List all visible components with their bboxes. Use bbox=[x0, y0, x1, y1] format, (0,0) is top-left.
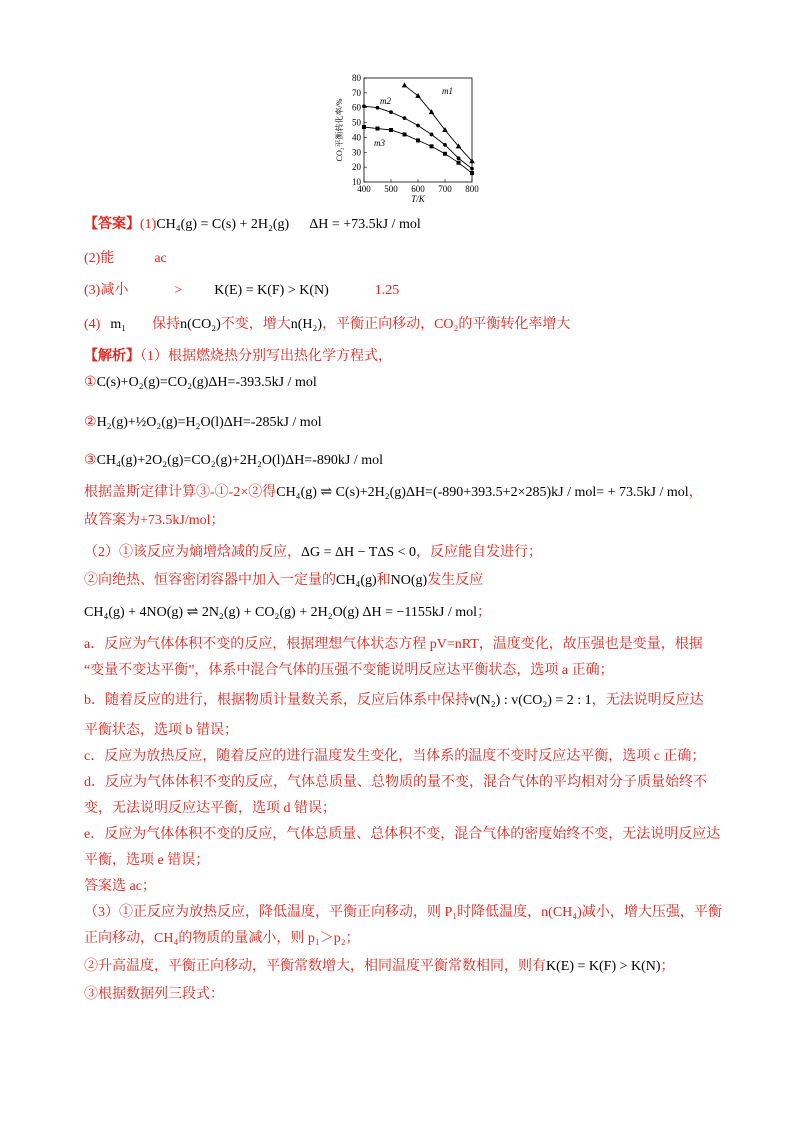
part-3-line-4: ③根据数据列三段式： bbox=[84, 987, 224, 1002]
x-tick-label: 600 bbox=[411, 184, 425, 194]
hess-answer-text: 故答案为+73.5kJ/mol； bbox=[84, 513, 225, 528]
y-tick-label: 60 bbox=[352, 102, 361, 113]
equation-1 bbox=[84, 372, 317, 394]
part-2-text-2: ，反应能自发进行； bbox=[416, 545, 543, 560]
option-e-1: e．反应为气体体积不变的反应，气体总质量、总体积不变，混合气体的密度始终不变，无法说明反应达 bbox=[84, 827, 721, 842]
part-3-line-2: 正向移动，CH₄的物质的量减小，则 p₁＞p₂； bbox=[84, 931, 360, 946]
answer-1-number: (1) bbox=[140, 217, 157, 232]
part-2-answer: 答案选 ac； bbox=[84, 879, 156, 894]
answer-4-text-2: 不变，增大 bbox=[220, 317, 291, 332]
option-d-2: 变，无法说明反应达平衡，选项 d 错误； bbox=[84, 801, 336, 816]
option-d-1: d．反应为气体体积不变的反应，气体总质量、总物质的量不变，混合气体的平均相对分子质量始终不 bbox=[84, 775, 707, 790]
equation-3 bbox=[84, 450, 383, 472]
part-2-reaction-equation: CH₄(g) + 4NO(g) ⇌ 2N₂(g) + CO₂(g) + 2H₂O(g) ΔH = −1155kJ / mol bbox=[84, 605, 478, 620]
series-m2-point bbox=[389, 110, 393, 114]
series-m3-point bbox=[389, 128, 393, 132]
option-c: c．反应为放热反应，随着反应的进行温度发生变化，当体系的温度不变时反应达平衡，选项 c 正确； bbox=[84, 749, 706, 764]
answer-2-number: (2)能 bbox=[84, 251, 115, 266]
series-m3-point bbox=[470, 171, 474, 175]
answer-line-1 bbox=[84, 214, 421, 236]
series-m3-line bbox=[364, 127, 472, 173]
option-b-ratio: v(N₂) : v(CO₂) = 2 : 1 bbox=[469, 693, 592, 708]
y-tick-label: 70 bbox=[352, 87, 361, 98]
y-axis-label: CO₂平衡转化率/% bbox=[335, 98, 344, 162]
part-2-text-1: （2）①该反应为熵增焓减的反应， bbox=[84, 545, 301, 560]
analysis-intro: （1）根据燃烧热分别写出热化学方程式， bbox=[140, 349, 392, 364]
series-m3-point bbox=[457, 161, 461, 165]
analysis-line bbox=[84, 346, 392, 368]
answer-4-number: (4) bbox=[84, 317, 101, 332]
part-2b-text-2: 发生反应 bbox=[427, 573, 484, 588]
series-m2-point bbox=[376, 106, 380, 110]
analysis-tag: 【解析】 bbox=[84, 349, 140, 364]
equation-2-number: ② bbox=[84, 415, 97, 430]
hess-text: 根据盖斯定律计算③-①-2×②得 bbox=[84, 485, 277, 500]
answer-4-m: m₁ bbox=[110, 317, 127, 332]
part-2-gibbs: ΔG = ΔH − TΔS < 0 bbox=[301, 545, 417, 560]
equation-1-text: C(s)+O₂(g)=CO₂(g)ΔH=-393.5kJ / mol bbox=[96, 375, 317, 390]
series-m3-point bbox=[362, 125, 366, 129]
answer-1-enthalpy: ΔH = +73.5kJ / mol bbox=[309, 217, 421, 232]
option-a-1: a．反应为气体体积不变的反应，根据理想气体状态方程 pV=nRT，温度变化，故压强也是变量，根据 bbox=[84, 637, 703, 652]
y-tick-label: 80 bbox=[352, 73, 361, 83]
answer-3-value: 1.25 bbox=[374, 283, 400, 298]
y-tick-label: 10 bbox=[352, 177, 361, 187]
answer-4-text-3: ，平衡正向移动，CO₂的平衡转化率增大 bbox=[322, 317, 571, 332]
answer-4-nh2: n(H₂) bbox=[290, 317, 323, 332]
answer-3-compare: > bbox=[174, 283, 183, 298]
series-m2-point bbox=[416, 124, 420, 128]
y-tick-label: 30 bbox=[352, 147, 361, 158]
series-m1-point bbox=[415, 93, 421, 98]
series-m3-point bbox=[376, 127, 380, 131]
part-3b-k-relation: K(E) = K(F) > K(N) bbox=[546, 959, 661, 974]
equation-3-text: CH₄(g)+2O₂(g)=CO₂(g)+2H₂O(l)ΔH=-890kJ / mol bbox=[96, 453, 383, 468]
x-tick-label: 700 bbox=[438, 184, 452, 194]
series-m2-point bbox=[403, 116, 407, 120]
equation-2-text: H₂(g)+½O₂(g)=H₂O(l)ΔH=-285kJ / mol bbox=[96, 415, 322, 430]
series-m3-point bbox=[430, 144, 434, 148]
x-tick-label: 400 bbox=[357, 184, 371, 194]
x-tick-label: 500 bbox=[384, 184, 398, 194]
part-3b-end: ； bbox=[660, 959, 675, 974]
option-b-1 bbox=[84, 690, 704, 712]
option-b-text-1: b．随着反应的进行，根据物质计量数关系，反应后体系中保持 bbox=[84, 693, 469, 708]
answer-1-equation: CH₄(g) = C(s) + 2H₂(g) bbox=[156, 217, 290, 232]
answer-line-3 bbox=[84, 280, 399, 302]
equation-2 bbox=[84, 412, 322, 434]
series-m3-point bbox=[403, 132, 407, 136]
y-tick-label: 20 bbox=[352, 162, 361, 173]
answer-line-4 bbox=[84, 314, 570, 336]
part-2b-no: NO(g) bbox=[390, 573, 428, 588]
series-m1-point bbox=[402, 82, 408, 87]
series-m3-label: m3 bbox=[374, 138, 385, 148]
answer-4-nco2: n(CO₂) bbox=[180, 317, 221, 332]
hess-comma: ， bbox=[688, 485, 703, 500]
part-2b-text-1: ②向绝热、恒容密闭容器中加入一定量的 bbox=[84, 573, 336, 588]
series-m3-point bbox=[416, 138, 420, 142]
series-m3-point bbox=[443, 152, 447, 156]
part-3b-text: ②升高温度，平衡正向移动，平衡常数增大，相同温度平衡常数相同，则有 bbox=[84, 959, 546, 974]
equation-1-number: ① bbox=[84, 375, 97, 390]
answer-tag: 【答案】 bbox=[84, 217, 140, 232]
option-e-2: 平衡，选项 e 错误； bbox=[84, 853, 210, 868]
y-tick-label: 50 bbox=[352, 117, 361, 128]
option-a-2: “变量不变达平衡”，体系中混合气体的压强不变能说明反应达平衡状态，选项 a 正确； bbox=[84, 663, 614, 678]
hess-line bbox=[84, 482, 703, 504]
answer-3-number: (3)减小 bbox=[84, 283, 129, 298]
series-m2-point bbox=[457, 156, 461, 160]
part-2-reaction-end: ； bbox=[477, 605, 492, 620]
answer-2-choice: ac bbox=[154, 251, 167, 266]
part-2-reaction bbox=[84, 602, 491, 624]
part-2-line-1 bbox=[84, 542, 542, 564]
series-m2-point bbox=[443, 143, 447, 147]
part-2b-and: 和 bbox=[376, 573, 391, 588]
equation-3-number: ③ bbox=[84, 453, 97, 468]
part-3-line-3 bbox=[84, 956, 675, 978]
option-b-2: 平衡状态，选项 b 错误； bbox=[84, 723, 238, 738]
conversion-chart bbox=[330, 68, 490, 208]
y-tick-label: 40 bbox=[352, 132, 361, 143]
hess-equation: CH₄(g) ⇌ C(s)+2H₂(g)ΔH=(-890+393.5+2×285)kJ / mol= + 73.5kJ / mol bbox=[276, 485, 689, 500]
answer-line-2 bbox=[84, 248, 167, 270]
part-3-line-1: （3）①正反应为放热反应，降低温度，平衡正向移动，则 P₁时降低温度，n(CH₄)减小，增大压强，平衡 bbox=[84, 905, 722, 920]
x-axis-label: T/K bbox=[411, 194, 425, 204]
answer-4-text-1: 保持 bbox=[152, 317, 181, 332]
answer-3-k-relation: K(E) = K(F) > K(N) bbox=[214, 283, 329, 298]
part-2-line-2 bbox=[84, 570, 483, 592]
x-tick-label: 800 bbox=[465, 184, 479, 194]
series-m2-point bbox=[470, 167, 474, 171]
series-m2-point bbox=[362, 104, 366, 108]
series-m1-label: m1 bbox=[442, 86, 453, 96]
option-b-text-2: ，无法说明反应达 bbox=[591, 693, 704, 708]
series-m2-point bbox=[430, 133, 434, 137]
hess-answer bbox=[84, 510, 225, 532]
series-m2-label: m2 bbox=[380, 96, 391, 106]
part-2b-ch4: CH₄(g) bbox=[336, 573, 377, 588]
